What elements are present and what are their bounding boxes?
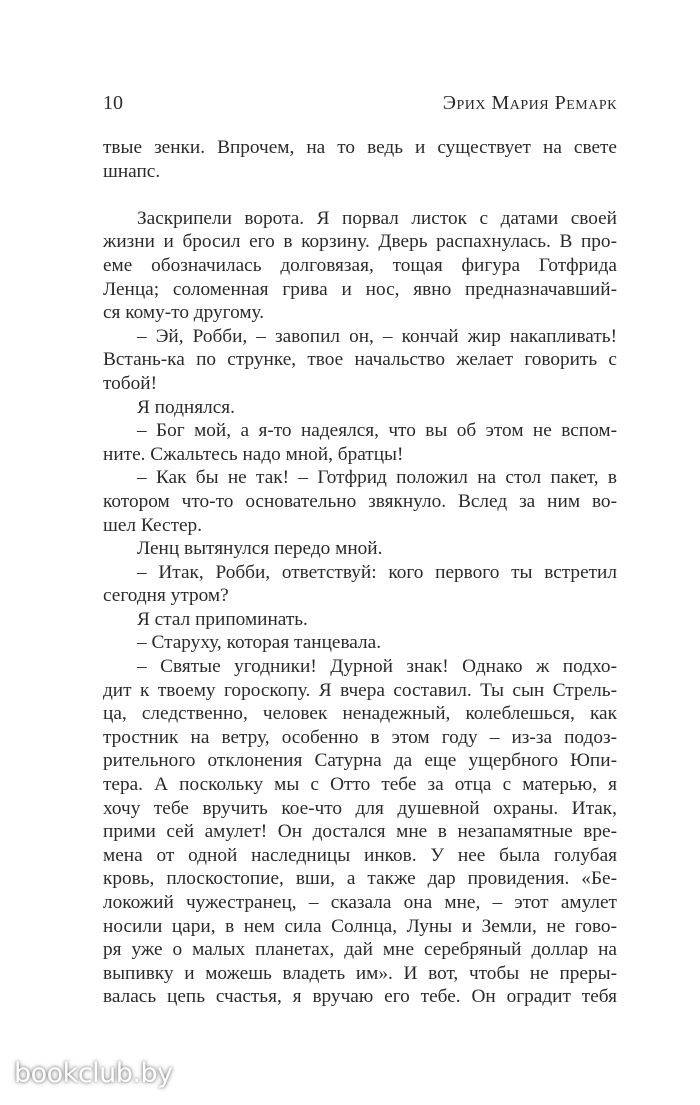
paragraph <box>103 537 617 561</box>
text-line: тростник на ветру, особенно в этом году – из-за подоз- <box>103 726 617 748</box>
text-line: носили цари, в нем сила Солнца, Луны и Земли, не гово- <box>103 915 617 937</box>
text-line: Я поднялся. <box>137 396 235 418</box>
text-line: Встань-ка по струнке, твое начальство желает говорить с <box>103 349 617 371</box>
text-line: Ленц вытянулся передо мной. <box>137 538 383 560</box>
paragraph <box>103 466 617 537</box>
text-line: – Старуху, которая танцевала. <box>137 632 382 654</box>
text-line: твые зенки. Впрочем, на то ведь и существует на свете <box>103 137 617 158</box>
running-head: Эрих Мария Ремарк <box>442 92 617 114</box>
text-line: ря уже о малых планетах, дай мне серебряный доллар на <box>103 939 617 961</box>
paragraph <box>103 396 617 420</box>
text-line: Ленца; соломенная грива и нос, явно предназначавший- <box>103 278 617 300</box>
page-header <box>103 90 617 116</box>
text-line: прими сей амулет! Он достался мне в незапамятные вре- <box>103 821 617 843</box>
paragraph <box>103 207 617 325</box>
text-line: – Эй, Робби, – завопил он, – кончай жир накапливать! <box>137 325 617 347</box>
text-line: – Как бы не так! – Готфрид положил на стол пакет, в <box>137 467 617 489</box>
paragraph <box>103 631 617 655</box>
text-line: котором что-то основательно звякнуло. Вслед за ним во- <box>103 490 617 512</box>
paragraph <box>103 608 617 632</box>
text-line: валась цепь счастья, я вручаю его тебе. Он оградит тебя <box>103 986 617 1008</box>
text-line: выпивку и можешь владеть им». И вот, чтобы не преры- <box>103 962 617 984</box>
text-line: хочу тебе вручить кое-что для душевной охраны. Итак, <box>103 797 617 819</box>
text-line: – Итак, Робби, ответствуй: кого первого ты встретил <box>137 561 617 583</box>
text-line: рительного отклонения Сатурна да еще ущербного Юпи- <box>103 750 617 772</box>
text-line: – Бог мой, а я-то надеялся, что вы об этом не вспом- <box>137 420 617 442</box>
text-line: Заскрипели ворота. Я порвал листок с датами своей <box>137 207 617 229</box>
text-line: – Святые угодники! Дурной знак! Однако ж подхо- <box>137 656 617 678</box>
text-line: Я стал припоминать. <box>137 608 308 630</box>
body-text <box>103 136 617 1009</box>
paragraph <box>103 136 617 183</box>
paragraph <box>103 655 617 1009</box>
text-line: тера. А поскольку мы с Отто тебе за отца с матерью, я <box>103 774 617 796</box>
text-line: жизни и бросил его в корзину. Дверь распахнулась. В про- <box>103 231 617 253</box>
paragraph-gap <box>103 183 617 207</box>
text-line: шнапс. <box>103 160 161 182</box>
paragraph <box>103 419 617 466</box>
text-line: сегодня утром? <box>103 585 229 607</box>
text-line: тобой! <box>103 372 158 394</box>
text-line: еме обозначилась долговязая, тощая фигура Готфрида <box>103 254 617 276</box>
text-line: мена от одной наследницы инков. У нее была голубая <box>103 844 617 866</box>
text-line: шел Кестер. <box>103 514 203 536</box>
text-line: ните. Сжальтесь надо мной, братцы! <box>103 443 404 465</box>
page-number: 10 <box>103 92 123 114</box>
text-line: ся кому-то другому. <box>103 302 265 324</box>
text-line: кровь, плоскостопие, вши, а также дар провидения. «Бе- <box>103 868 617 890</box>
text-line: локожий чужестранец, – сказала она мне, – этот амулет <box>103 892 617 913</box>
paragraph <box>103 325 617 396</box>
watermark-logo: bookclub.by <box>14 1058 173 1089</box>
paragraph <box>103 561 617 608</box>
text-line: дит к твоему гороскопу. Я вчера составил. Ты сын Стрель- <box>103 679 617 701</box>
text-line: ца, следственно, человек ненадежный, колеблешься, как <box>103 703 617 725</box>
